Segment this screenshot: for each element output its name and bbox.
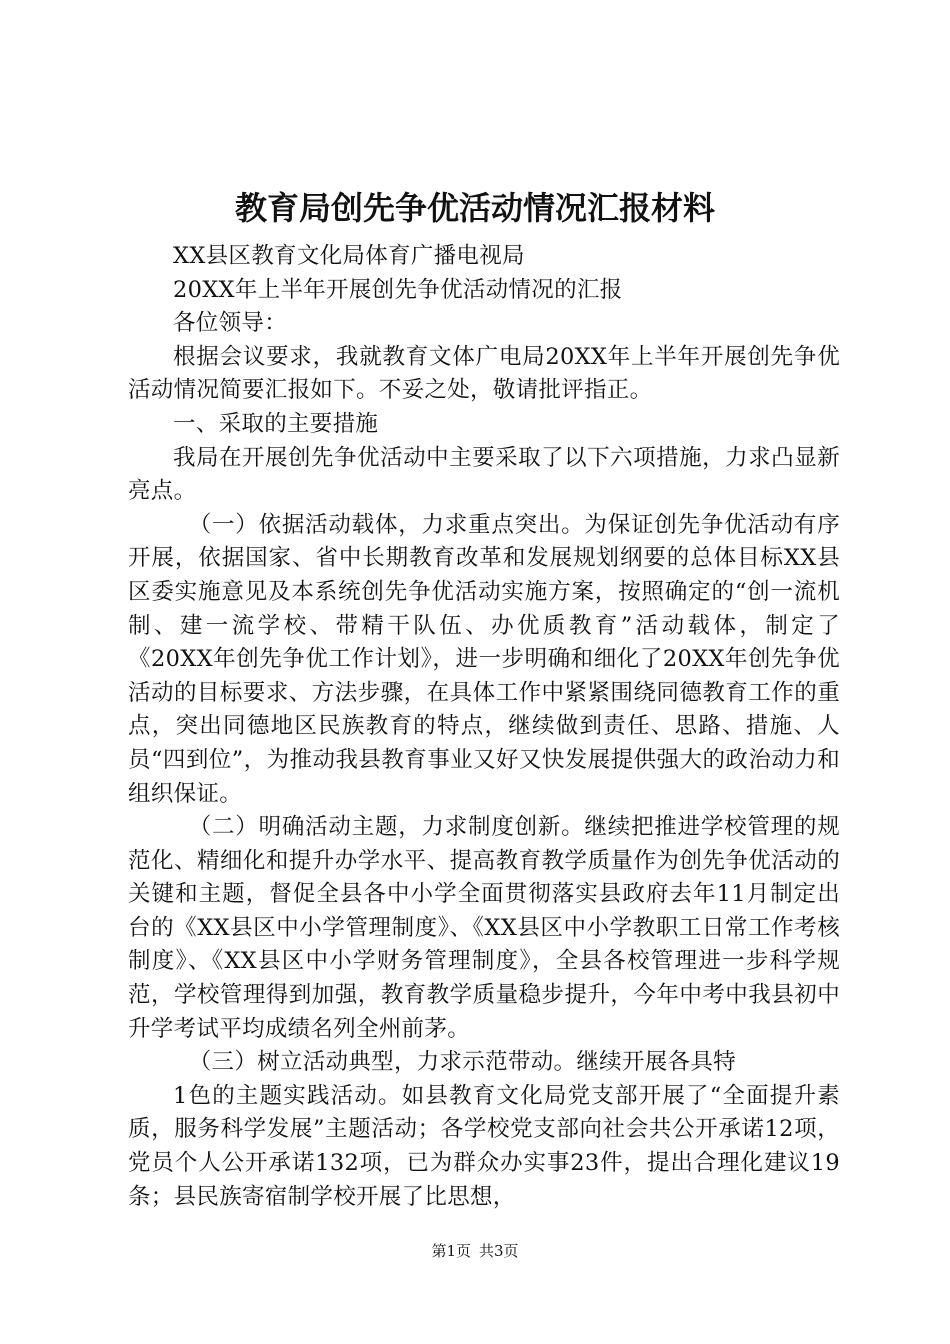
document-title: 教育局创先争优活动情况汇报材料 (234, 189, 715, 227)
paragraph-measure-2: （二）明确活动主题，力求制度创新。继续把推进学校管理的规范化、精细化和提升办学水平、提高教育教学质量作为创先争优活动的关键和主题，督促全县各中小学全面贯彻落实县政府去年11月制定出台的《XX县区中小学管理制度》、《XX县区中小学教职工日常工作考核制度》、《XX县区中小学财务管理制度》，全县各校管理进一步科学规范，学校管理得到加强，教育教学质量稳步提升，今年中考中我县初中升学考试平均成绩名列全州前茅。 (128, 814, 840, 1042)
page-number: 第1页 (431, 1242, 471, 1260)
document-body (128, 240, 840, 1214)
paragraph-report-subtitle: 20XX年上半年开展创先争优活动情况的汇报 (173, 276, 623, 303)
paragraph-org-name: XX县区教育文化局体育广播电视局 (173, 243, 525, 269)
page-total: 共3页 (479, 1242, 519, 1260)
section-heading-measures: 一、采取的主要措施 (173, 410, 379, 437)
page-footer (0, 1241, 950, 1261)
paragraph-measure-1: （一）依据活动载体，力求重点突出。为保证创先争优活动有序开展，依据国家、省中长期教育改革和发展规划纲要的总体目标XX县区委实施意见及本系统创先争优活动实施方案，按照确定的“创一流机制、建一流学校、带精干队伍、办优质教育”活动载体，制定了《20XX年创先争优工作计划》，进一步明确和细化了20XX年创先争优活动的目标要求、方法步骤，在具体工作中紧紧围绕同德教育工作的重点，突出同德地区民族教育的特点，继续做到责任、思路、措施、人员“四到位”，为推动我县教育事业又好又快发展提供强大的政治动力和组织保证。 (128, 511, 840, 807)
paragraph-intro: 根据会议要求，我就教育文体广电局20XX年上半年开展创先争优活动情况简要汇报如下。不妥之处，敬请批评指正。 (128, 343, 840, 404)
paragraph-measure-3: （三）树立活动典型，力求示范带动。继续开展各具特 (188, 1049, 736, 1076)
paragraph-measure-3-continued: 1色的主题实践活动。如县教育文化局党支部开展了“全面提升素质，服务科学发展”主题活动；各学校党支部向社会共公开承诺12项，党员个人公开承诺132项，已为群众办实事23件，提出合理化建议19条；县民族寄宿制学校开展了比思想， (128, 1082, 840, 1210)
paragraph-measures-summary: 我局在开展创先争优活动中主要采取了以下六项措施，力求凸显新亮点。 (128, 444, 840, 505)
paragraph-salutation: 各位领导： (173, 310, 288, 337)
